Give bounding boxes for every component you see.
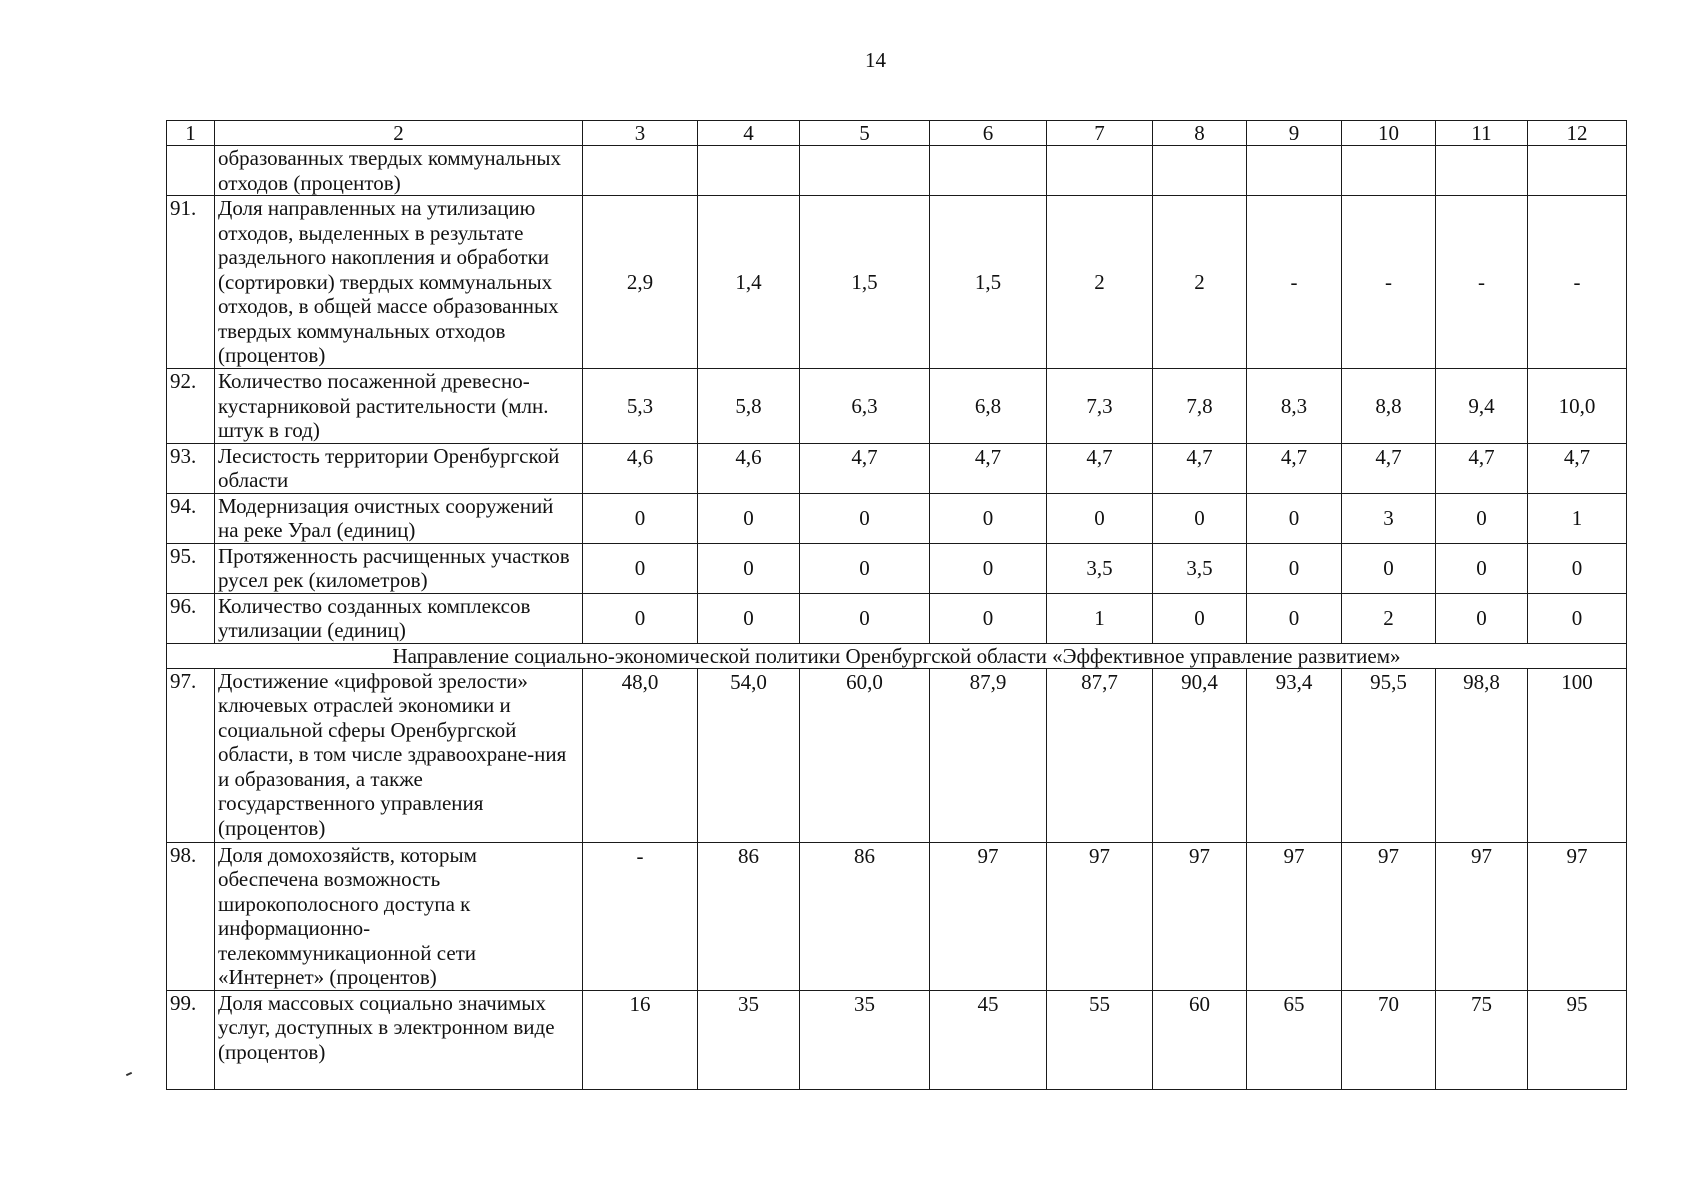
value-cell: 0 (583, 593, 698, 643)
empty-value-cell (1342, 146, 1436, 196)
row-number-cell: 95. (167, 543, 215, 593)
column-number-header: 4 (698, 121, 800, 146)
column-number-header: 11 (1436, 121, 1528, 146)
value-cell: 95 (1528, 990, 1627, 1089)
column-number-header: 10 (1342, 121, 1436, 146)
value-cell: 1 (1047, 593, 1153, 643)
column-number-header: 6 (930, 121, 1047, 146)
value-cell: 2 (1153, 196, 1247, 369)
empty-value-cell (583, 146, 698, 196)
value-cell: 0 (698, 593, 800, 643)
value-cell: 0 (583, 493, 698, 543)
value-cell: 8,3 (1247, 369, 1342, 444)
row-number-cell (167, 146, 215, 196)
table-row (167, 369, 1627, 444)
value-cell: 60,0 (800, 668, 930, 842)
value-cell: 97 (1528, 842, 1627, 990)
value-cell: 0 (1153, 593, 1247, 643)
table-row (167, 593, 1627, 643)
empty-value-cell (1528, 146, 1627, 196)
value-cell: 60 (1153, 990, 1247, 1089)
value-cell: 4,7 (1436, 443, 1528, 493)
value-cell: 45 (930, 990, 1047, 1089)
value-cell: 0 (1342, 543, 1436, 593)
value-cell: 1,5 (800, 196, 930, 369)
value-cell: 6,3 (800, 369, 930, 444)
value-cell: 65 (1247, 990, 1342, 1089)
column-number-row (167, 121, 1627, 146)
value-cell: 86 (698, 842, 800, 990)
value-cell: 0 (1436, 543, 1528, 593)
value-cell: 100 (1528, 668, 1627, 842)
value-cell: 0 (800, 543, 930, 593)
value-cell: 0 (1247, 543, 1342, 593)
indicator-name-cell: Доля направленных на утилизацию отходов, выделенных в результате раздельного накопления и обработки (сортировки) твердых коммунальных отходов, в общей массе образованных твердых коммунальных отходов (процентов) (215, 196, 583, 369)
value-cell: 54,0 (698, 668, 800, 842)
value-cell: - (583, 842, 698, 990)
value-cell: 2,9 (583, 196, 698, 369)
table-row (167, 543, 1627, 593)
value-cell: 95,5 (1342, 668, 1436, 842)
value-cell: 0 (1047, 493, 1153, 543)
indicator-name-cell: Модернизация очистных сооружений на реке Урал (единиц) (215, 493, 583, 543)
value-cell: 16 (583, 990, 698, 1089)
value-cell: 4,7 (1342, 443, 1436, 493)
row-number-cell: 94. (167, 493, 215, 543)
indicator-name-cell: Достижение «цифровой зрелости» ключевых отраслей экономики и социальной сферы Оренбургской области, в том числе здравоохране-ния и образования, а также государственного управления (процентов) (215, 668, 583, 842)
value-cell: 2 (1342, 593, 1436, 643)
value-cell: 3 (1342, 493, 1436, 543)
value-cell: 70 (1342, 990, 1436, 1089)
value-cell: 0 (930, 493, 1047, 543)
value-cell: 97 (1047, 842, 1153, 990)
value-cell: 0 (1153, 493, 1247, 543)
value-cell: 0 (1436, 493, 1528, 543)
value-cell: 7,3 (1047, 369, 1153, 444)
row-number-cell: 93. (167, 443, 215, 493)
value-cell: 93,4 (1247, 668, 1342, 842)
empty-value-cell (800, 146, 930, 196)
value-cell: - (1436, 196, 1528, 369)
continuation-row (167, 146, 1627, 196)
value-cell: 5,8 (698, 369, 800, 444)
indicator-name-cell: Протяженность расчищенных участков русел рек (километров) (215, 543, 583, 593)
value-cell: 90,4 (1153, 668, 1247, 842)
value-cell: 0 (583, 543, 698, 593)
indicators-table (166, 120, 1627, 1090)
value-cell: 48,0 (583, 668, 698, 842)
value-cell: 0 (698, 493, 800, 543)
value-cell: 4,6 (698, 443, 800, 493)
value-cell: 3,5 (1153, 543, 1247, 593)
value-cell: 0 (930, 543, 1047, 593)
value-cell: 8,8 (1342, 369, 1436, 444)
value-cell: 4,6 (583, 443, 698, 493)
value-cell: 86 (800, 842, 930, 990)
column-number-header: 5 (800, 121, 930, 146)
value-cell: 4,7 (1528, 443, 1627, 493)
stray-pen-mark (126, 1072, 132, 1076)
empty-value-cell (1247, 146, 1342, 196)
table-row (167, 668, 1627, 842)
page-number-wrapper (0, 48, 1696, 72)
value-cell: 97 (1153, 842, 1247, 990)
value-cell: 2 (1047, 196, 1153, 369)
column-number-header: 12 (1528, 121, 1627, 146)
section-heading-row (167, 643, 1627, 668)
value-cell: 4,7 (1047, 443, 1153, 493)
indicator-name-cell: Доля домохозяйств, которым обеспечена возможность широкополосного доступа к информационно-телекоммуникационной сети «Интернет» (процентов) (215, 842, 583, 990)
table-row (167, 196, 1627, 369)
value-cell: 5,3 (583, 369, 698, 444)
value-cell: 3,5 (1047, 543, 1153, 593)
value-cell: 0 (698, 543, 800, 593)
indicator-name-cell: Лесистость территории Оренбургской области (215, 443, 583, 493)
page-number: 14 (865, 48, 886, 72)
row-number-cell: 97. (167, 668, 215, 842)
row-number-cell: 92. (167, 369, 215, 444)
column-number-header: 1 (167, 121, 215, 146)
value-cell: 87,7 (1047, 668, 1153, 842)
value-cell: 97 (930, 842, 1047, 990)
value-cell: 0 (1528, 543, 1627, 593)
table-row (167, 493, 1627, 543)
value-cell: 6,8 (930, 369, 1047, 444)
value-cell: 97 (1342, 842, 1436, 990)
column-number-header: 8 (1153, 121, 1247, 146)
value-cell: 1 (1528, 493, 1627, 543)
indicator-name-cell: Количество посаженной древесно-кустарниковой растительности (млн. штук в год) (215, 369, 583, 444)
value-cell: 98,8 (1436, 668, 1528, 842)
indicator-name-cell: образованных твердых коммунальных отходов (процентов) (215, 146, 583, 196)
value-cell: 0 (1247, 493, 1342, 543)
value-cell: 87,9 (930, 668, 1047, 842)
row-number-cell: 96. (167, 593, 215, 643)
value-cell: 35 (800, 990, 930, 1089)
value-cell: 97 (1436, 842, 1528, 990)
value-cell: 0 (800, 593, 930, 643)
value-cell: 4,7 (800, 443, 930, 493)
value-cell: 1,5 (930, 196, 1047, 369)
value-cell: 35 (698, 990, 800, 1089)
value-cell: 0 (1528, 593, 1627, 643)
empty-value-cell (1436, 146, 1528, 196)
value-cell: 4,7 (1153, 443, 1247, 493)
column-number-header: 3 (583, 121, 698, 146)
section-heading: Направление социально-экономической политики Оренбургской области «Эффективное управление развитием» (167, 643, 1627, 668)
value-cell: 0 (800, 493, 930, 543)
value-cell: - (1247, 196, 1342, 369)
value-cell: - (1528, 196, 1627, 369)
row-number-cell: 98. (167, 842, 215, 990)
empty-value-cell (1047, 146, 1153, 196)
column-number-header: 2 (215, 121, 583, 146)
value-cell: 0 (1247, 593, 1342, 643)
column-number-header: 9 (1247, 121, 1342, 146)
indicator-name-cell: Количество созданных комплексов утилизации (единиц) (215, 593, 583, 643)
table-row (167, 443, 1627, 493)
value-cell: 55 (1047, 990, 1153, 1089)
value-cell: 0 (1436, 593, 1528, 643)
value-cell: 10,0 (1528, 369, 1627, 444)
empty-value-cell (698, 146, 800, 196)
value-cell: 1,4 (698, 196, 800, 369)
value-cell: 7,8 (1153, 369, 1247, 444)
value-cell: - (1342, 196, 1436, 369)
value-cell: 75 (1436, 990, 1528, 1089)
empty-value-cell (930, 146, 1047, 196)
value-cell: 9,4 (1436, 369, 1528, 444)
indicator-name-cell: Доля массовых социально значимых услуг, доступных в электронном виде (процентов) (215, 990, 583, 1089)
row-number-cell: 91. (167, 196, 215, 369)
table-row (167, 842, 1627, 990)
value-cell: 0 (930, 593, 1047, 643)
empty-value-cell (1153, 146, 1247, 196)
row-number-cell: 99. (167, 990, 215, 1089)
table-row (167, 990, 1627, 1089)
column-number-header: 7 (1047, 121, 1153, 146)
value-cell: 4,7 (1247, 443, 1342, 493)
value-cell: 97 (1247, 842, 1342, 990)
value-cell: 4,7 (930, 443, 1047, 493)
